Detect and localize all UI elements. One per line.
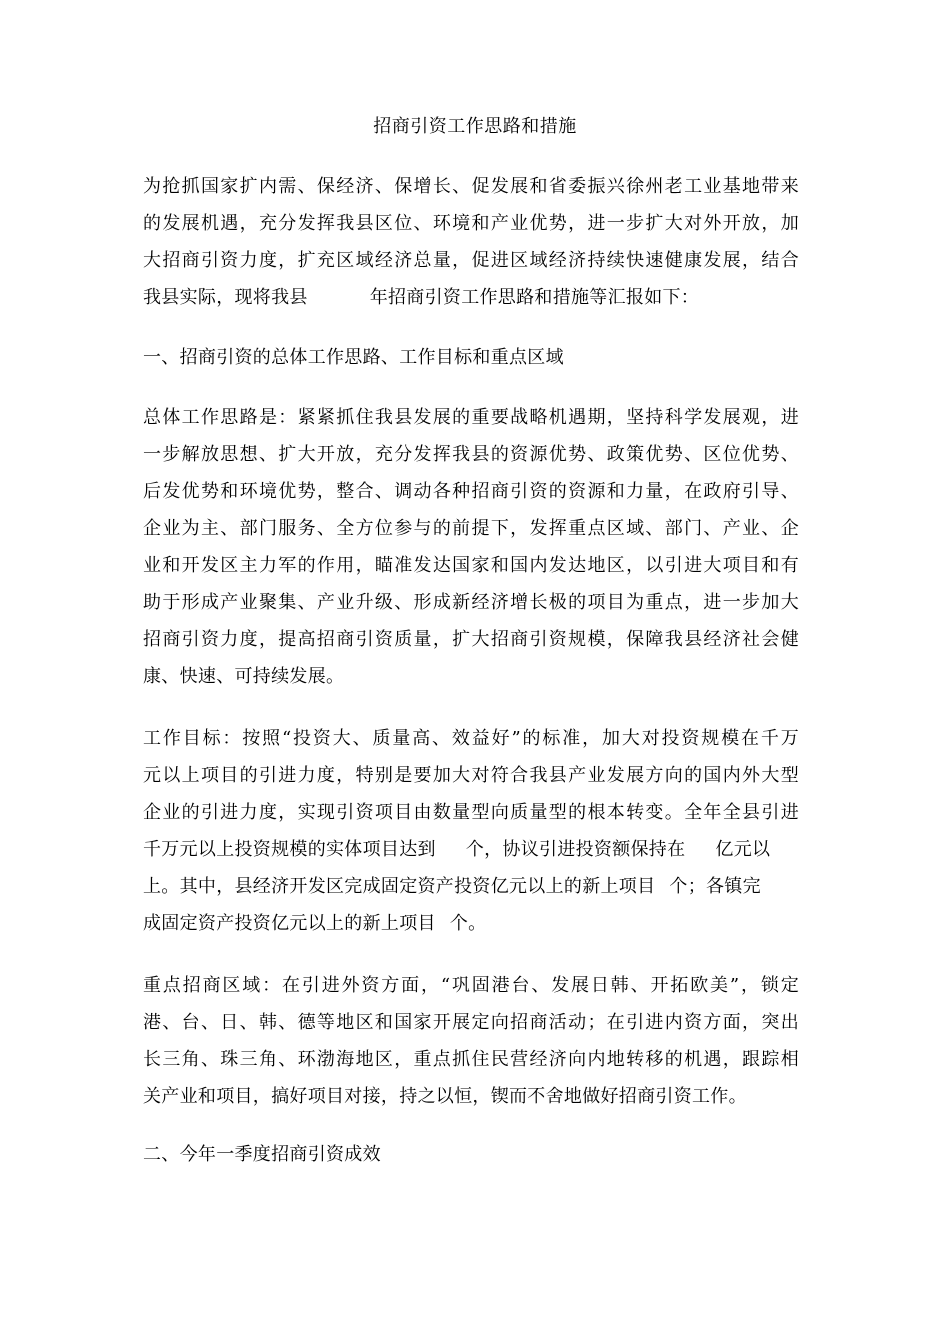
paragraph-line: 后发优势和环境优势，整合、调动各种招商引资的资源和力量，在政府引导、 (143, 481, 799, 502)
paragraph-line: 工作目标：按照“投资大、质量高、效益好”的标准，加大对投资规模在千万 (143, 728, 799, 749)
paragraph-line: 企业为主、部门服务、全方位参与的前提下，发挥重点区域、部门、产业、企 (143, 518, 799, 539)
paragraph-line: 企业的引进力度，实现引资项目由数量型向质量型的根本转变。全年全县引进 (143, 802, 799, 823)
goals-text: 上。其中，县经济开发区完成固定资产投资亿元以上的新上项目 (143, 876, 656, 897)
goals-text: 个；各镇完 (669, 876, 761, 897)
section-heading-1: 一、招商引资的总体工作思路、工作目标和重点区域 (143, 347, 564, 368)
document-title: 招商引资工作思路和措施 (373, 116, 577, 137)
paragraph-line: 关产业和项目，搞好项目对接，持之以恒，锲而不舍地做好招商引资工作。 (143, 1086, 747, 1107)
section-heading-2: 二、今年一季度招商引资成效 (143, 1144, 381, 1165)
paragraph-line (143, 905, 799, 942)
paragraph-line (143, 868, 799, 905)
intro-text-before-year: 我县实际，现将我县 (143, 287, 308, 308)
paragraph-line: 的发展机遇，充分发挥我县区位、环境和产业优势，进一步扩大对外开放，加 (143, 213, 799, 234)
paragraph-line (143, 279, 799, 316)
paragraph-line: 康、快速、可持续发展。 (143, 666, 345, 687)
goals-text: 个，协议引进投资额保持在 (465, 839, 686, 860)
thinking-paragraph (143, 399, 799, 695)
goals-text: 个。 (449, 913, 487, 934)
paragraph-line: 长三角、珠三角、环渤海地区，重点抓住民营经济向内地转移的机遇，跟踪相 (143, 1049, 799, 1070)
paragraph-line: 大招商引资力度，扩充区域经济总量，促进区域经济持续快速健康发展，结合 (143, 250, 799, 271)
paragraph-line: 招商引资力度，提高招商引资质量，扩大招商引资规模，保障我县经济社会健 (143, 629, 799, 650)
goals-text: 亿元以 (715, 839, 771, 860)
paragraph-line: 元以上项目的引进力度，特别是要加大对符合我县产业发展方向的国内外大型 (143, 765, 799, 786)
paragraph-line: 为抢抓国家扩内需、保经济、保增长、促发展和省委振兴徐州老工业基地带来 (143, 176, 799, 197)
paragraph-line: 港、台、日、韩、德等地区和国家开展定向招商活动；在引进内资方面，突出 (143, 1012, 799, 1033)
paragraph-line: 重点招商区域：在引进外资方面，“巩固港台、发展日韩、开拓欧美”，锁定 (143, 975, 799, 996)
goals-paragraph (143, 720, 799, 942)
paragraph-line: 业和开发区主力军的作用，瞄准发达国家和国内发达地区，以引进大项目和有 (143, 555, 799, 576)
goals-text: 千万元以上投资规模的实体项目达到 (143, 839, 436, 860)
intro-paragraph (143, 168, 799, 316)
goals-text: 成固定资产投资亿元以上的新上项目 (143, 913, 436, 934)
paragraph-line (143, 831, 799, 868)
paragraph-line: 总体工作思路是：紧紧抓住我县发展的重要战略机遇期，坚持科学发展观，进 (143, 407, 799, 428)
regions-paragraph (143, 967, 799, 1115)
intro-text-after-year: 年招商引资工作思路和措施等汇报如下： (369, 287, 700, 308)
paragraph-line: 一步解放思想、扩大开放，充分发挥我县的资源优势、政策优势、区位优势、 (143, 444, 799, 465)
paragraph-line: 助于形成产业聚集、产业升级、形成新经济增长极的项目为重点，进一步加大 (143, 592, 799, 613)
